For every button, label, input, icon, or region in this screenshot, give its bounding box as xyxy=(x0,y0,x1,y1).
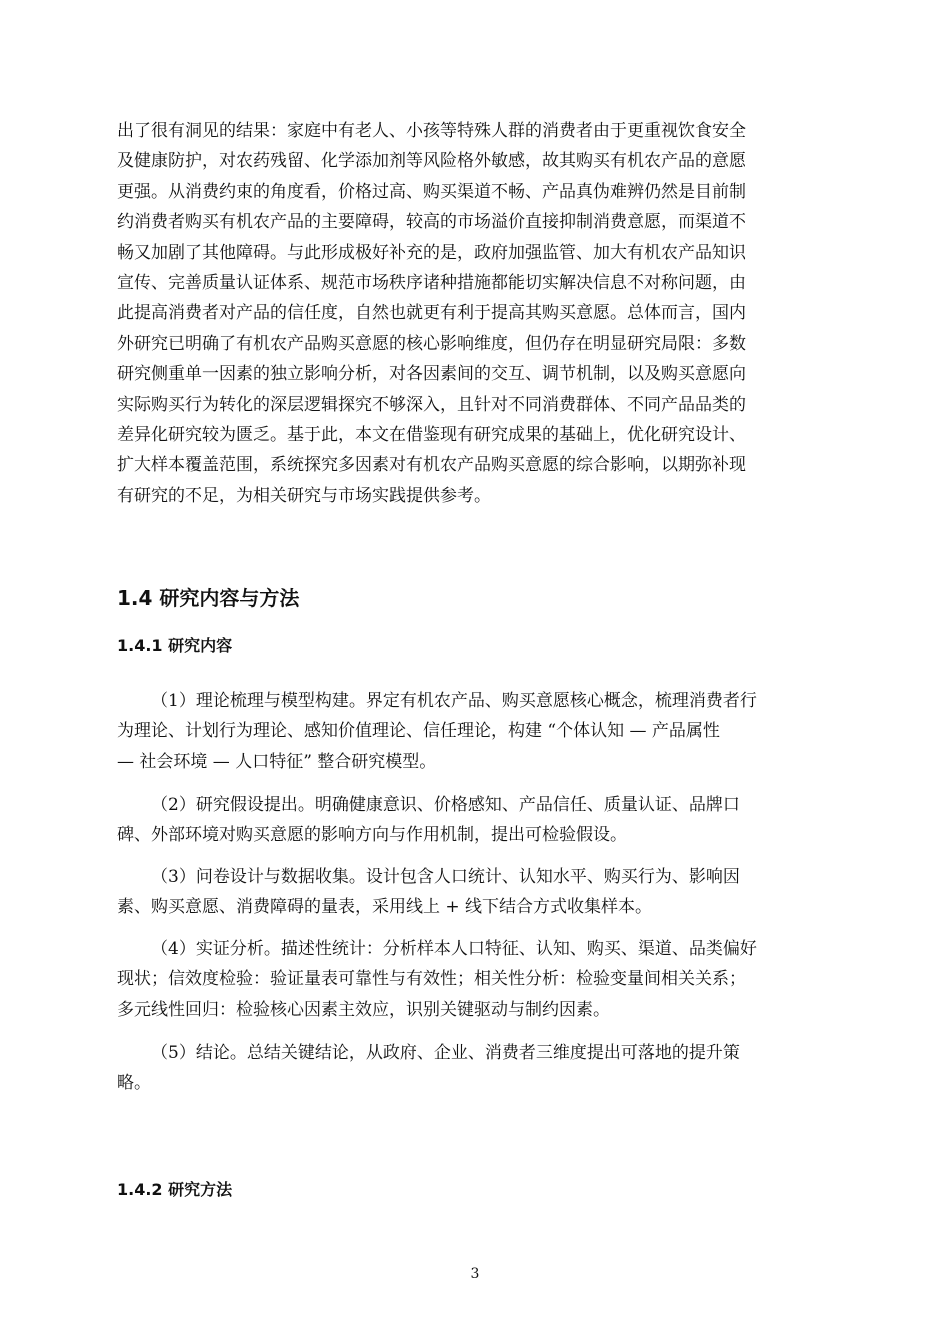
text-line: 素、购买意愿、消费障碍的量表，采用线上 + 线下结合方式收集样本。 xyxy=(117,897,653,918)
text-line: （4）实证分析。描述性统计：分析样本人口特征、认知、购买、渠道、品类偏好 xyxy=(151,939,757,959)
text-line: 有研究的不足，为相关研究与市场实践提供参考。 xyxy=(117,485,491,506)
content-item-3 xyxy=(117,862,837,923)
content-item-5 xyxy=(117,1038,837,1099)
intro-paragraph xyxy=(117,116,837,511)
text-line: （3）问卷设计与数据收集。设计包含人口统计、认知水平、购买行为、影响因 xyxy=(151,867,740,887)
text-line: 略。 xyxy=(117,1073,151,1094)
text-line: 研究侧重单一因素的独立影响分析，对各因素间的交互、调节机制，以及购买意愿向 xyxy=(117,364,746,385)
text-line: 实际购买行为转化的深层逻辑探究不够深入，且针对不同消费群体、不同产品品类的 xyxy=(117,394,746,415)
content-item-4 xyxy=(117,934,837,1025)
text-line: 现状；信效度检验：验证量表可靠性与有效性；相关性分析：检验变量间相关关系； xyxy=(117,969,746,990)
text-line: 此提高消费者对产品的信任度，自然也就更有利于提高其购买意愿。总体而言，国内 xyxy=(117,303,746,324)
subsection-heading-content: 1.4.1 研究内容 xyxy=(117,636,233,655)
text-line: 出了很有洞见的结果：家庭中有老人、小孩等特殊人群的消费者由于更重视饮食安全 xyxy=(117,121,746,141)
text-line: 为理论、计划行为理论、感知价值理论、信任理论，构建 “个体认知 — 产品属性 xyxy=(117,721,720,742)
content-item-1 xyxy=(117,686,837,777)
content-item-2 xyxy=(117,790,837,851)
text-line: 外研究已明确了有机农产品购买意愿的核心影响维度，但仍存在明显研究局限：多数 xyxy=(117,333,746,354)
text-line: （1）理论梳理与模型构建。界定有机农产品、购买意愿核心概念，梳理消费者行 xyxy=(151,691,757,711)
text-line: 扩大样本覆盖范围，系统探究多因素对有机农产品购买意愿的综合影响，以期弥补现 xyxy=(117,455,746,476)
subsection-heading-methods: 1.4.2 研究方法 xyxy=(117,1180,233,1199)
text-line: 差异化研究较为匮乏。基于此，本文在借鉴现有研究成果的基础上，优化研究设计、 xyxy=(117,425,746,446)
text-line: 畅又加剧了其他障碍。与此形成极好补充的是，政府加强监管、加大有机农产品知识 xyxy=(117,242,746,263)
text-line: 多元线性回归：检验核心因素主效应，识别关键驱动与制约因素。 xyxy=(117,999,610,1020)
text-line: — 社会环境 — 人口特征” 整合研究模型。 xyxy=(117,751,437,772)
text-line: 更强。从消费约束的角度看，价格过高、购买渠道不畅、产品真伪难辨仍然是目前制 xyxy=(117,181,746,202)
text-line: 及健康防护，对农药残留、化学添加剂等风险格外敏感，故其购买有机农产品的意愿 xyxy=(117,151,746,172)
text-line: （5）结论。总结关键结论，从政府、企业、消费者三维度提出可落地的提升策 xyxy=(151,1043,740,1063)
page-number: 3 xyxy=(470,1266,480,1282)
text-line: 碑、外部环境对购买意愿的影响方向与作用机制，提出可检验假设。 xyxy=(117,825,627,846)
section-heading: 1.4 研究内容与方法 xyxy=(117,586,300,610)
text-line: 约消费者购买有机农产品的主要障碍，较高的市场溢价直接抑制消费意愿，而渠道不 xyxy=(117,212,746,233)
text-line: 宣传、完善质量认证体系、规范市场秩序诸种措施都能切实解决信息不对称问题，由 xyxy=(117,273,746,294)
text-line: （2）研究假设提出。明确健康意识、价格感知、产品信任、质量认证、品牌口 xyxy=(151,795,740,815)
